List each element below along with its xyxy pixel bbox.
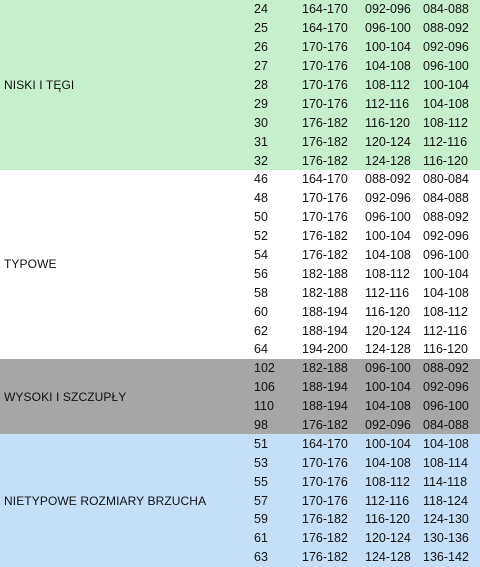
group-label: WYSOKI I SZCZUPŁY [4, 389, 127, 404]
height-cell: 176-182 [302, 550, 348, 565]
size-cell: 32 [254, 153, 268, 168]
waist-cell: 100-104 [423, 266, 469, 281]
chest-cell: 124-128 [365, 550, 411, 565]
table-row [248, 548, 480, 567]
chest-cell: 116-120 [365, 115, 410, 130]
chest-cell: 120-124 [365, 531, 411, 546]
table-row [248, 491, 480, 510]
table-row [248, 170, 480, 189]
table-row [248, 113, 480, 132]
table-row [248, 340, 480, 359]
height-cell: 170-176 [302, 59, 348, 74]
size-cell: 50 [254, 210, 268, 225]
chest-cell: 088-092 [365, 172, 411, 187]
height-cell: 176-182 [302, 248, 348, 263]
height-cell: 170-176 [302, 474, 348, 489]
waist-cell: 104-108 [423, 285, 469, 300]
size-cell: 64 [254, 342, 268, 357]
height-cell: 176-182 [302, 531, 348, 546]
size-cell: 55 [254, 474, 268, 489]
height-cell: 164-170 [302, 172, 348, 187]
waist-cell: 124-130 [423, 512, 469, 527]
height-cell: 182-188 [302, 361, 348, 376]
size-cell: 53 [254, 455, 268, 470]
size-cell: 57 [254, 493, 268, 508]
size-cell: 28 [254, 78, 268, 92]
table-row [248, 38, 480, 57]
height-cell: 188-194 [302, 304, 348, 319]
chest-cell: 096-100 [365, 210, 411, 225]
chest-cell: 100-104 [365, 229, 411, 244]
height-cell: 164-170 [302, 21, 348, 36]
group-rows [248, 359, 480, 435]
table-row [248, 227, 480, 246]
table-row [248, 57, 480, 76]
waist-cell: 104-108 [423, 436, 469, 451]
height-cell: 170-176 [302, 78, 348, 92]
waist-cell: 112-116 [423, 323, 468, 338]
height-cell: 176-182 [302, 229, 348, 244]
waist-cell: 118-124 [423, 493, 468, 508]
waist-cell: 112-116 [423, 134, 468, 149]
chest-cell: 092-096 [365, 191, 411, 206]
height-cell: 170-176 [302, 210, 348, 225]
table-row [248, 246, 480, 265]
height-cell: 188-194 [302, 323, 348, 338]
chest-cell: 124-128 [365, 153, 411, 168]
size-cell: 51 [254, 436, 268, 451]
height-cell: 194-200 [302, 342, 348, 357]
size-cell: 102 [254, 361, 275, 376]
waist-cell: 084-088 [423, 2, 469, 17]
chest-cell: 108-112 [365, 266, 410, 281]
size-cell: 30 [254, 115, 268, 130]
size-cell: 61 [254, 531, 268, 546]
waist-cell: 116-120 [423, 153, 468, 168]
waist-cell: 136-142 [423, 550, 469, 565]
group-label: NIETYPOWE ROZMIARY BRZUCHA [4, 493, 207, 508]
height-cell: 182-188 [302, 266, 348, 281]
waist-cell: 088-092 [423, 21, 469, 36]
group-label: TYPOWE [4, 257, 57, 272]
group-label: NISKI I TĘGI [4, 78, 75, 92]
table-row [248, 132, 480, 151]
table-row [248, 378, 480, 397]
waist-cell: 104-108 [423, 96, 469, 111]
size-group [0, 434, 480, 566]
waist-cell: 108-114 [423, 455, 468, 470]
waist-cell: 084-088 [423, 191, 469, 206]
chest-cell: 096-100 [365, 361, 411, 376]
chest-cell: 112-116 [365, 493, 410, 508]
waist-cell: 092-096 [423, 40, 469, 55]
height-cell: 164-170 [302, 2, 348, 17]
size-cell: 48 [254, 191, 268, 206]
chest-cell: 096-100 [365, 21, 411, 36]
table-row [248, 76, 480, 95]
table-row [248, 510, 480, 529]
height-cell: 188-194 [302, 399, 348, 414]
table-row [248, 189, 480, 208]
waist-cell: 080-084 [423, 172, 469, 187]
chest-cell: 116-120 [365, 512, 410, 527]
size-cell: 27 [254, 59, 268, 74]
waist-cell: 092-096 [423, 380, 469, 395]
table-row [248, 434, 480, 453]
group-rows [248, 170, 480, 359]
table-row [248, 472, 480, 491]
height-cell: 176-182 [302, 512, 348, 527]
size-group [0, 0, 480, 170]
chest-cell: 112-116 [365, 96, 410, 111]
chest-cell: 124-128 [365, 342, 411, 357]
chest-cell: 108-112 [365, 78, 410, 92]
height-cell: 182-188 [302, 285, 348, 300]
size-cell: 106 [254, 380, 275, 395]
size-group [0, 170, 480, 359]
table-row [248, 264, 480, 283]
table-row [248, 321, 480, 340]
waist-cell: 096-100 [423, 248, 469, 263]
chest-cell: 104-108 [365, 248, 411, 263]
waist-cell: 088-092 [423, 210, 469, 225]
waist-cell: 092-096 [423, 229, 469, 244]
table-row [248, 0, 480, 19]
table-row [248, 208, 480, 227]
table-row [248, 94, 480, 113]
height-cell: 176-182 [302, 134, 348, 149]
chest-cell: 100-104 [365, 380, 411, 395]
waist-cell: 088-092 [423, 361, 469, 376]
chest-cell: 104-108 [365, 399, 411, 414]
waist-cell: 096-100 [423, 399, 469, 414]
table-row [248, 359, 480, 378]
chest-cell: 116-120 [365, 304, 410, 319]
chest-cell: 100-104 [365, 436, 411, 451]
height-cell: 188-194 [302, 380, 348, 395]
size-cell: 62 [254, 323, 268, 338]
size-cell: 25 [254, 21, 268, 36]
table-row [248, 283, 480, 302]
size-cell: 31 [254, 134, 268, 149]
table-row [248, 416, 480, 435]
height-cell: 164-170 [302, 436, 348, 451]
size-cell: 24 [254, 2, 268, 17]
chest-cell: 104-108 [365, 59, 411, 74]
group-rows [248, 434, 480, 566]
waist-cell: 116-120 [423, 342, 468, 357]
size-cell: 98 [254, 418, 268, 433]
waist-cell: 114-118 [423, 474, 468, 489]
size-cell: 59 [254, 512, 268, 527]
chest-cell: 092-096 [365, 418, 411, 433]
size-cell: 60 [254, 304, 268, 319]
size-group [0, 359, 480, 435]
table-row [248, 453, 480, 472]
chest-cell: 104-108 [365, 455, 411, 470]
height-cell: 170-176 [302, 493, 348, 508]
table-row [248, 151, 480, 170]
chest-cell: 120-124 [365, 323, 411, 338]
size-cell: 56 [254, 266, 268, 281]
waist-cell: 096-100 [423, 59, 469, 74]
chest-cell: 120-124 [365, 134, 411, 149]
table-row [248, 529, 480, 548]
size-cell: 54 [254, 248, 268, 263]
group-rows [248, 0, 480, 170]
chest-cell: 092-096 [365, 2, 411, 17]
size-cell: 52 [254, 229, 268, 244]
height-cell: 176-182 [302, 115, 348, 130]
chest-cell: 100-104 [365, 40, 411, 55]
chest-cell: 108-112 [365, 474, 410, 489]
height-cell: 170-176 [302, 191, 348, 206]
table-row [248, 397, 480, 416]
height-cell: 176-182 [302, 153, 348, 168]
size-cell: 110 [254, 399, 274, 414]
chest-cell: 112-116 [365, 285, 410, 300]
table-row [248, 302, 480, 321]
waist-cell: 108-112 [423, 115, 468, 130]
waist-cell: 100-104 [423, 78, 469, 92]
height-cell: 170-176 [302, 96, 348, 111]
size-cell: 29 [254, 96, 268, 111]
waist-cell: 108-112 [423, 304, 468, 319]
size-cell: 46 [254, 172, 268, 187]
height-cell: 170-176 [302, 455, 348, 470]
waist-cell: 130-136 [423, 531, 469, 546]
height-cell: 176-182 [302, 418, 348, 433]
size-cell: 26 [254, 40, 268, 55]
size-cell: 63 [254, 550, 268, 565]
waist-cell: 084-088 [423, 418, 469, 433]
height-cell: 170-176 [302, 40, 348, 55]
size-cell: 58 [254, 285, 268, 300]
table-row [248, 19, 480, 38]
